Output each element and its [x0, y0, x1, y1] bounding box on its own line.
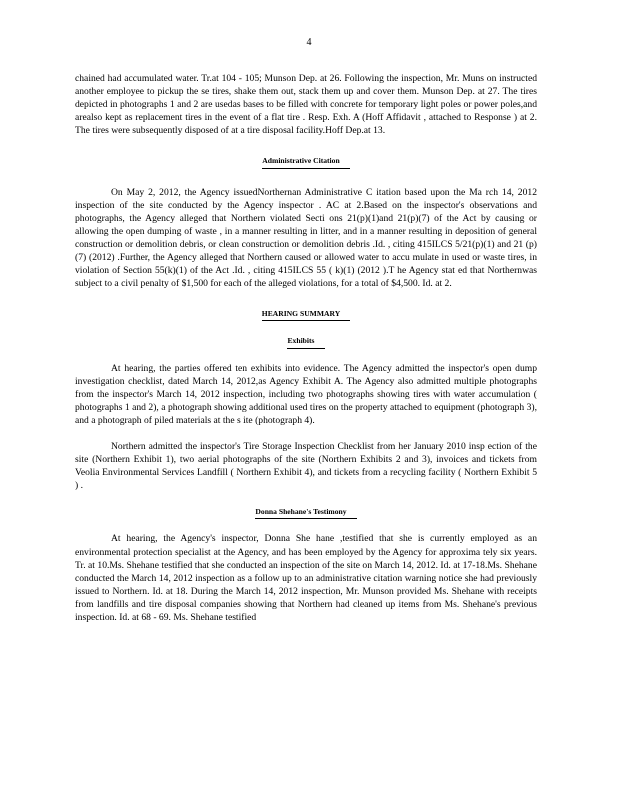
paragraph-tires-disposal: chained had accumulated water. Tr.at 104 - 105; Munson Dep. at 26. Following the inspection, Mr. Muns on instructed another employee to pickup the se tires, shake them out, stack them up and cover them. Munson Dep. at 27. The tires depicted in photographs 1 and 2 are usedas bases to be filled with concrete for temporary light poles or power poles,and arealso kept as replacement tires in the event of a flat tire . Resp. Exh. A (Hoff Affidavit , attached to Response ) at 2. The tires were subsequently disposed of at a tire disposal facility.Hoff Dep.at 13.	[75, 73, 537, 137]
document-body	[75, 72, 537, 624]
heading-administrative-citation: Administrative Citation	[75, 154, 537, 168]
heading-exhibits: Exhibits	[75, 334, 537, 348]
page-number: 4	[306, 37, 312, 48]
paragraph-administrative-citation: On May 2, 2012, the Agency issuedNorthernan Administrative C itation based upon the Ma rch 14, 2012 inspection of the site conducted by the Agency inspector . AC at 2.Based on the inspector's observations and photographs, the Agency alleged that Northern violated Secti ons 21(p)(1)and 21(p)(7) of the Act by causing or allowing the open dumping of waste , in a manner resulting in litter, and in a manner resulting in deposition of general construction or demolition debris, or clean construction or demolition debris .Id. , citing 415ILCS 5/21(p)(1) and 21 (p)(7) (2012) .Further, the Agency alleged that Northern caused or allowed water to accu mulate in used or waste tires, in violation of Section 55(k)(1) of the Act .Id. , citing 415ILCS 55 ( k)(1) (2012 ).T he Agency stat ed that Northernwas subject to a civil penalty of $1,500 for each of the alleged violations, for a total of $4,500. Id. at 2.	[75, 186, 537, 290]
paragraph-shehane-testimony: At hearing, the Agency's inspector, Donna She hane ,testified that she is currently employed as an environmental protection specialist at the Agency, and has been employed by the Agency for approxima tely six years. Tr. at 10.Ms. Shehane testified that she conducted an inspection of the site on March 14, 2012. Id. at 17-18.Ms. Shehane conducted the March 14, 2012 inspection as a follow up to an administrative citation warning notice she had previously issued to Northern. Id. at 18. During the March 14, 2012 inspection, Mr. Munson provided Ms. Shehane with receipts from landfills and tire disposal companies showing that Northern had cleaned up items from Ms. Shehane's previous inspection. Id. at 68 - 69. Ms. Shehane testified	[75, 533, 537, 623]
paragraph-northern-exhibits: Northern admitted the inspector's Tire Storage Inspection Checklist from her January 2010 insp ection of the site (Northern Exhibit 1), two aerial photographs of the site (Northern Exhibits 2 and 3), invoices and tickets from Veolia Environmental Services Landfill ( Northern Exhibit 4), and tickets from a recycling facility ( Northern Exhibit 5 ) .	[75, 440, 537, 492]
heading-shehane-testimony: Donna Shehane's Testimony	[75, 505, 537, 519]
paragraph-agency-exhibits: At hearing, the parties offered ten exhibits into evidence. The Agency admitted the inspector's open dump investigation checklist, dated March 14, 2012,as Agency Exhibit A. The Agency also admitted multiple photographs from the inspector's March 14, 2012 inspection, including two photographs showing tires with water accumulation ( photographs 1 and 2), a photograph showing additional used tires on the property attached to equipment (photograph 3), and a photograph of piled materials at the s ite (photograph 4).	[75, 362, 537, 426]
heading-hearing-summary: HEARING SUMMARY	[75, 307, 537, 321]
